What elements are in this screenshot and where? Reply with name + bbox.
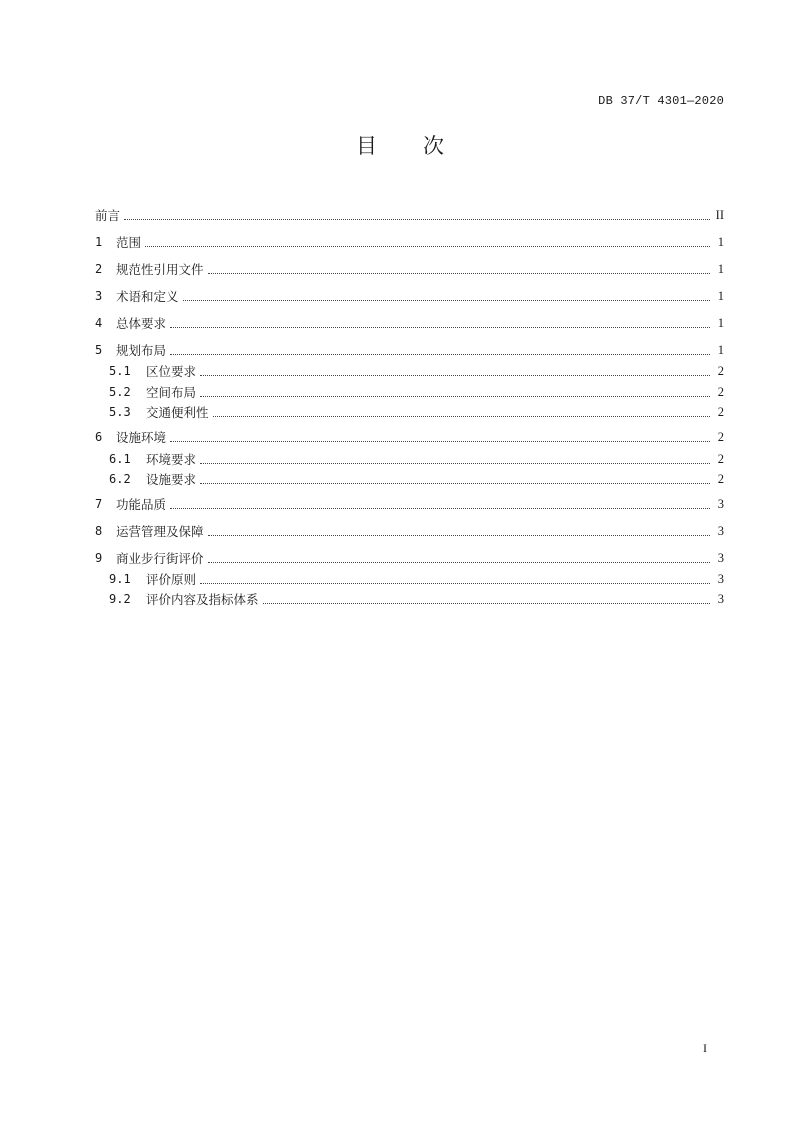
toc-entry-page: 2 [717, 471, 724, 486]
toc-entry-foreword[interactable] [95, 207, 724, 223]
dot-leader [263, 602, 710, 604]
toc-entry-label: 运营管理及保障 [116, 524, 204, 539]
toc-entry-number: 9 [95, 551, 103, 565]
toc-entry-label: 设施环境 [116, 430, 167, 445]
toc-entry-label: 商业步行街评价 [116, 551, 204, 566]
toc-entry-page: 2 [717, 363, 724, 378]
toc-entry-page: 1 [717, 315, 724, 330]
toc-entry-page: 2 [717, 384, 724, 399]
toc-entry-number: 5.3 [109, 405, 131, 419]
dot-leader [213, 415, 710, 417]
dot-leader [208, 561, 710, 563]
table-of-contents [95, 0, 724, 1132]
dot-leader [183, 299, 710, 301]
title-char-2: 次 [423, 134, 444, 158]
toc-entry-label: 总体要求 [116, 316, 167, 331]
toc-entry-9-1[interactable] [95, 571, 724, 587]
toc-entry-page: 3 [717, 571, 724, 586]
toc-entry-page: II [715, 207, 724, 222]
toc-entry-label: 范围 [116, 235, 142, 250]
dot-leader [200, 462, 710, 464]
toc-entry-page: 3 [717, 591, 724, 606]
toc-entry-number: 4 [95, 316, 103, 330]
toc-entry-9-2[interactable] [95, 591, 724, 607]
toc-entry-label: 术语和定义 [116, 289, 179, 304]
toc-entry-label: 区位要求 [146, 364, 197, 379]
toc-entry-6-1[interactable] [95, 451, 724, 467]
toc-entry-number: 9.2 [109, 592, 131, 606]
toc-entry-number: 6 [95, 430, 103, 444]
toc-entry-number: 9.1 [109, 572, 131, 586]
toc-entry-page: 3 [717, 523, 724, 538]
toc-entry-label: 评价原则 [146, 572, 197, 587]
toc-entry-2[interactable] [95, 261, 724, 277]
toc-entry-page: 2 [717, 451, 724, 466]
toc-entry-page: 2 [717, 429, 724, 444]
toc-entry-label: 设施要求 [146, 472, 197, 487]
toc-entry-number: 5 [95, 343, 103, 357]
toc-entry-number: 6.1 [109, 452, 131, 466]
toc-entry-page: 2 [717, 404, 724, 419]
toc-entry-label: 交通便利性 [146, 405, 209, 420]
toc-entry-number: 6.2 [109, 472, 131, 486]
toc-entry-label: 前言 [95, 208, 121, 223]
toc-entry-number: 1 [95, 235, 103, 249]
toc-entry-page: 1 [717, 234, 724, 249]
toc-entry-label: 环境要求 [146, 452, 197, 467]
dot-leader [200, 482, 710, 484]
toc-entry-label: 规范性引用文件 [116, 262, 204, 277]
toc-entry-label: 空间布局 [146, 385, 197, 400]
toc-entry-5[interactable] [95, 342, 724, 358]
toc-entry-number: 5.2 [109, 385, 131, 399]
toc-entry-3[interactable] [95, 288, 724, 304]
toc-entry-page: 1 [717, 261, 724, 276]
dot-leader [208, 534, 710, 536]
dot-leader [200, 395, 710, 397]
dot-leader [124, 218, 710, 220]
toc-entry-6[interactable] [95, 429, 724, 445]
toc-entry-page: 1 [717, 342, 724, 357]
toc-entry-9[interactable] [95, 550, 724, 566]
toc-entry-number: 7 [95, 497, 103, 511]
toc-entry-6-2[interactable] [95, 471, 724, 487]
toc-entry-page: 3 [717, 496, 724, 511]
toc-entry-4[interactable] [95, 315, 724, 331]
dot-leader [170, 326, 710, 328]
toc-entry-number: 2 [95, 262, 103, 276]
dot-leader [170, 507, 710, 509]
toc-entry-number: 8 [95, 524, 103, 538]
toc-entry-number: 5.1 [109, 364, 131, 378]
dot-leader [200, 374, 710, 376]
toc-entry-page: 1 [717, 288, 724, 303]
toc-entry-number: 3 [95, 289, 103, 303]
dot-leader [170, 440, 710, 442]
toc-entry-5-1[interactable] [95, 363, 724, 379]
dot-leader [145, 245, 710, 247]
toc-entry-label: 功能品质 [116, 497, 167, 512]
toc-entry-label: 评价内容及指标体系 [146, 592, 259, 607]
dot-leader [170, 353, 710, 355]
toc-entry-7[interactable] [95, 496, 724, 512]
document-code: DB 37/T 4301—2020 [598, 94, 724, 108]
title-char-1: 目 [356, 134, 377, 158]
toc-entry-8[interactable] [95, 523, 724, 539]
page-number: I [703, 1041, 707, 1055]
toc-entry-page: 3 [717, 550, 724, 565]
toc-entry-1[interactable] [95, 234, 724, 250]
dot-leader [208, 272, 710, 274]
dot-leader [200, 582, 710, 584]
toc-entry-5-3[interactable] [95, 404, 724, 420]
toc-entry-5-2[interactable] [95, 384, 724, 400]
toc-entry-label: 规划布局 [116, 343, 167, 358]
